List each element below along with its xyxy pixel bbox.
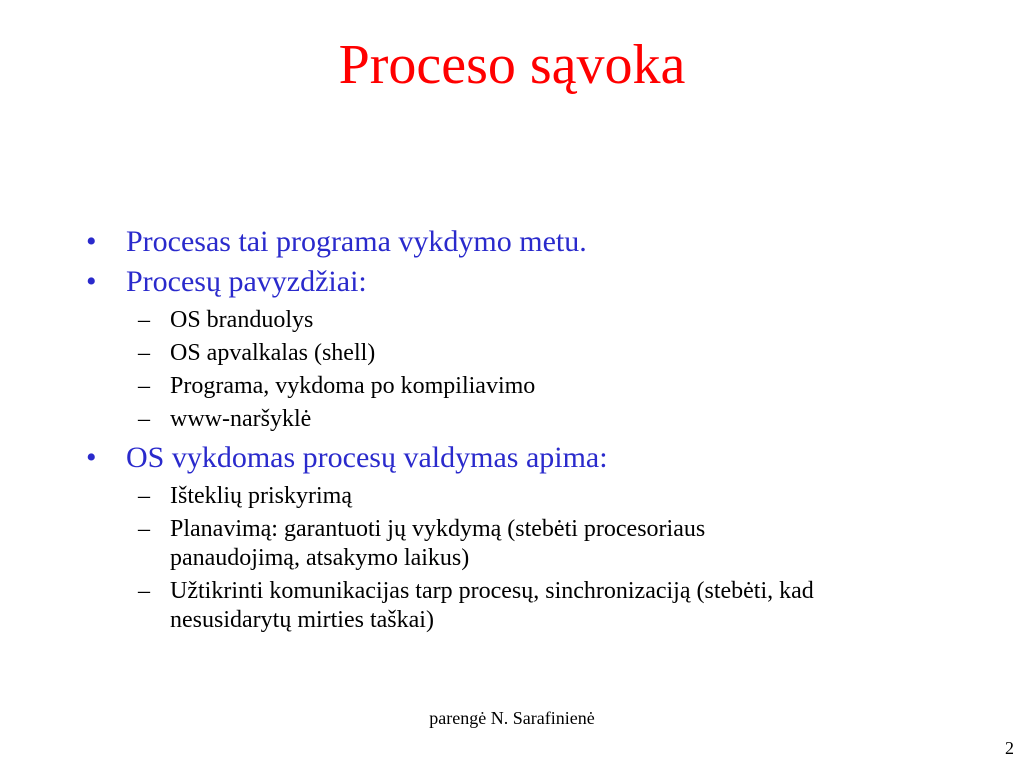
- bullet-icon: •: [86, 441, 97, 474]
- bullet-text: Procesas tai programa vykdymo metu.: [126, 225, 587, 258]
- sub-item-text: Programa, vykdoma po kompiliavimo: [170, 373, 536, 399]
- sub-item: [86, 306, 946, 335]
- sub-item: [86, 577, 930, 635]
- bullet-icon: •: [86, 225, 97, 258]
- dash-icon: –: [138, 516, 150, 542]
- sub-item: [86, 339, 946, 368]
- slide-title: Proceso sąvoka: [338, 34, 686, 96]
- sub-item: [86, 482, 946, 511]
- sub-item: [86, 405, 946, 434]
- bullet-text: Procesų pavyzdžiai:: [126, 265, 367, 298]
- footer-author: parengė N. Sarafinienė: [429, 708, 595, 728]
- sub-item-text: OS apvalkalas (shell): [170, 340, 376, 366]
- bullet-item: [86, 262, 946, 302]
- bullet-icon: •: [86, 265, 97, 298]
- page-number: 2: [1005, 738, 1014, 758]
- sub-item-text: Planavimą: garantuoti jų vykdymą (stebėti procesoriaus panaudojimą, atsakymo laikus): [170, 516, 706, 571]
- dash-icon: –: [138, 578, 150, 604]
- dash-icon: –: [138, 340, 150, 366]
- slide-content: [86, 222, 946, 635]
- sub-item: [86, 372, 946, 401]
- dash-icon: –: [138, 373, 150, 399]
- dash-icon: –: [138, 406, 150, 432]
- bullet-text: OS vykdomas procesų valdymas apima:: [126, 441, 608, 474]
- dash-icon: –: [138, 483, 150, 509]
- dash-icon: –: [138, 307, 150, 333]
- sub-item-text: Išteklių priskyrimą: [170, 483, 352, 509]
- sub-item-text: OS branduolys: [170, 307, 314, 333]
- bullet-item: [86, 438, 946, 478]
- bullet-item: [86, 222, 946, 262]
- sub-item: [86, 515, 830, 573]
- sub-item-text: www-naršyklė: [170, 406, 312, 432]
- sub-item-text: Užtikrinti komunikacijas tarp procesų, sinchronizaciją (stebėti, kad nesusidarytų mirties taškai): [170, 578, 814, 633]
